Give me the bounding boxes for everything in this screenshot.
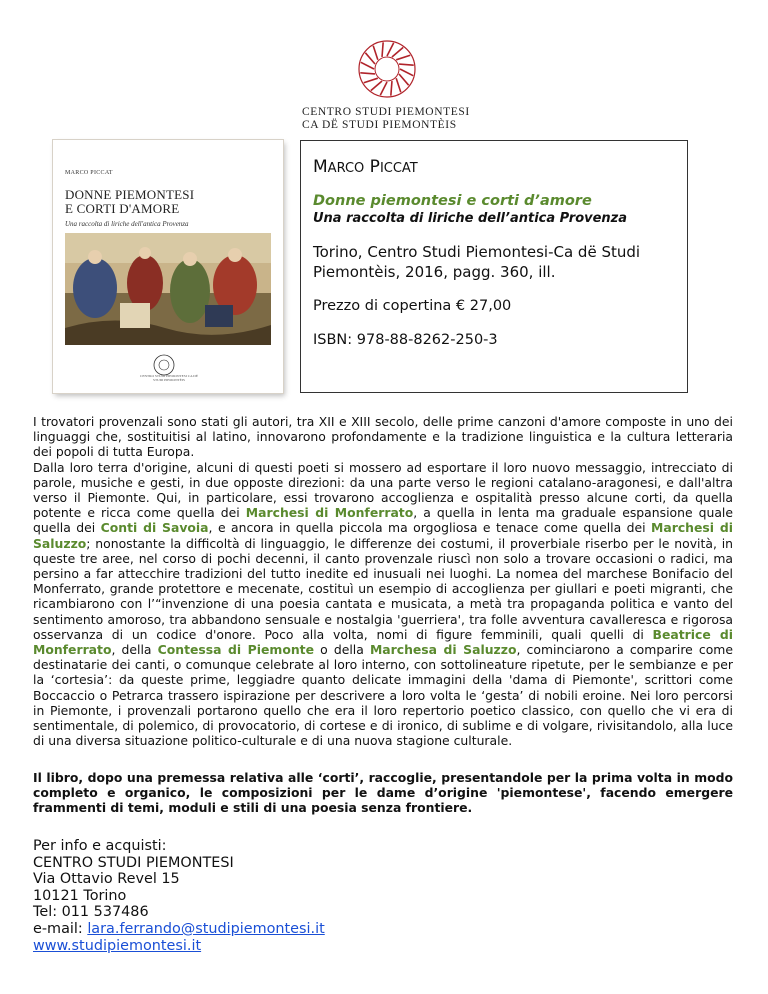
highlight-marchesi-monferrato: Marchesi di Monferrato [245,505,414,521]
contact-street: Via Ottavio Revel 15 [33,871,180,888]
highlight-marchesa-saluzzo: Marchesa di Saluzzo [369,642,517,658]
contact-info [33,838,325,954]
cover-title [65,188,275,216]
emblem-spoke [382,42,383,57]
book-description [33,414,733,748]
emblem-spoke [371,81,382,91]
cover-painting [65,233,271,345]
website-link[interactable]: www.studipiemontesi.it [33,937,202,954]
book-summary: Il libro, dopo una premessa relativa alle ‘corti’, raccoglie, presentandole per la prima volta in modo completo e organico, le composizioni per le dame d’origine 'piemontese', facendo emergere frammenti di temi, moduli e stili di una poesia senza frontiere. [33,770,733,816]
emblem-spoke [365,53,375,64]
book-cover [53,140,283,393]
emblem-spoke [399,64,414,65]
emblem-spoke [400,69,413,76]
emblem-spoke [373,46,378,60]
emblem-spoke [360,73,375,74]
emblem-spoke [399,74,409,85]
emblem-spoke [391,81,392,96]
emblem-spoke [387,43,394,56]
contact-email-link[interactable]: lara.ferrando@studipiemontesi.it [87,920,325,937]
emblem-spoke [380,82,387,95]
book-title: Donne piemontesi e corti d’amore [313,193,592,209]
highlight-contessa-piemonte: Contessa di Piemonte [157,642,314,658]
cover-emblem-icon [153,354,175,376]
highlight-beatrice-monferrato: Beatrice di Monferrato [33,626,733,658]
contact-email-row: e-mail: lara.ferrando@studipiemontesi.it [33,920,325,937]
emblem-spoke [396,78,401,92]
book-publication-info: Torino, Centro Studi Piemontesi-Ca dë Studi Piemontèis, 2016, pagg. 360, ill. [313,243,641,281]
description-paragraph-1: I trovatori provenzali sono stati gli autori, tra XII e XIII secolo, delle prime canzoni d'amore composte in uno dei linguaggi che, sostituitisi al latino, innovarono profondamente e la tradizione linguistica e la cultura letteraria dei popoli di tutta Europa. [33,414,733,460]
emblem-spoke [396,55,410,60]
book-info-card [300,140,688,393]
cover-title-line1: DONNE PIEMONTESI [65,187,195,202]
highlight-conti-savoia: Conti di Savoia [100,520,209,536]
cover-publisher: CENTRO STUDI PIEMONTESI CA DË STUDI PIEMONTÈIS [140,374,198,382]
contact-city: 10121 Torino [33,887,127,904]
cover-subtitle: Una raccolta di liriche dell'antica Provenza [65,220,189,228]
book-isbn: ISBN: 978-88-8262-250-3 [313,332,498,348]
publisher-name-line2: CA DË STUDI PIEMONTÈIS [302,119,457,131]
publisher-emblem-icon [356,38,418,100]
highlight-marchesi-saluzzo: Marchesi di Saluzzo [33,520,733,551]
contact-org: CENTRO STUDI PIEMONTESI [33,854,234,871]
emblem-spoke [364,78,378,83]
cover-author: MARCO PICCAT [65,170,113,176]
book-author: MARCO PICCAT [313,157,418,177]
book-price: Prezzo di copertina € 27,00 [313,298,512,314]
emblem-spoke [392,47,403,57]
contact-heading: Per info e acquisti: [33,838,167,854]
contact-phone: Tel: 011 537486 [33,904,149,921]
cover-title-line2: E CORTI D'AMORE [65,201,180,216]
publisher-name [302,106,472,132]
publisher-logo [302,38,472,132]
emblem-spoke [361,62,374,69]
description-paragraph-2: Dalla loro terra d'origine, alcuni di questi poeti si mossero ad esportare il loro nuovo messaggio, intrecciato di parole, musiche e gesti, in due opposte direzioni: da una parte verso le regioni catalano-aragonesi, e dall'altra verso il Piemonte. Qui, in particolare, essi trovarono accoglienza e ospitalità presso alcune corti, da quella potente e ricca come quella dei Marchesi di Monferrato, a quella in lenta ma graduale espansione quale quella dei Conti di Savoia, e ancora in quella piccola ma orgogliosa e tenace come quella dei Marchesi di Saluzzo; nonostante la difficoltà di linguaggio, le differenze dei costumi, il proverbiale riserbo per le novità, in queste tre aree, nel corso di pochi decenni, il canto provenzale riuscì non solo a trovare occasioni o radici, ma persino a far attecchire tradizioni del tutto inedite ed inusuali nei luoghi. La nomea del marchese Bonifacio del Monferrato, grande protettore e mecenate, costituì un esempio di accoglienza per giullari e poeti migranti, che ricambiarono con l’“invenzione di una poesia cantata e musicata, a metà tra propaganda politica e vanto del sentimento amoroso, tra abbandono sensuale e nostalgia 'guerriera', tra folle avventura cavalleresca e rigorosa osservanza di un codice d'onore. Poco alla volta, nomi di figure femminili, quali quelli di Beatrice di Monferrato, della Contessa di Piemonte o della Marchesa di Saluzzo, cominciarono a comparire come destinatarie dei canti, o comunque celebrate al loro interno, con sottolineature ripetute, per le sembianze e per la ‘cortesia’: da queste prime, leggiadre quanto delicate immagini della 'dama di Piemonte', scrittori come Boccaccio o Petrarca trassero ispirazione per descrivere a loro volta le ‘gesta’ di nobili eroine. Nei loro percorsi in Piemonte, i provenzali portarono quello che era il loro repertorio poetico classico, con quello che vi era di sentimentale, di polemico, di provocatorio, di cortese e di ironico, di sublime e di volgare, rivisitandolo, alla luce di una diversa situazione politico-culturale e di una nuova stagione culturale. [33,459,734,749]
book-subtitle: Una raccolta di liriche dell’antica Provenza [313,211,628,226]
publisher-name-line1: CENTRO STUDI PIEMONTESI [302,106,470,118]
